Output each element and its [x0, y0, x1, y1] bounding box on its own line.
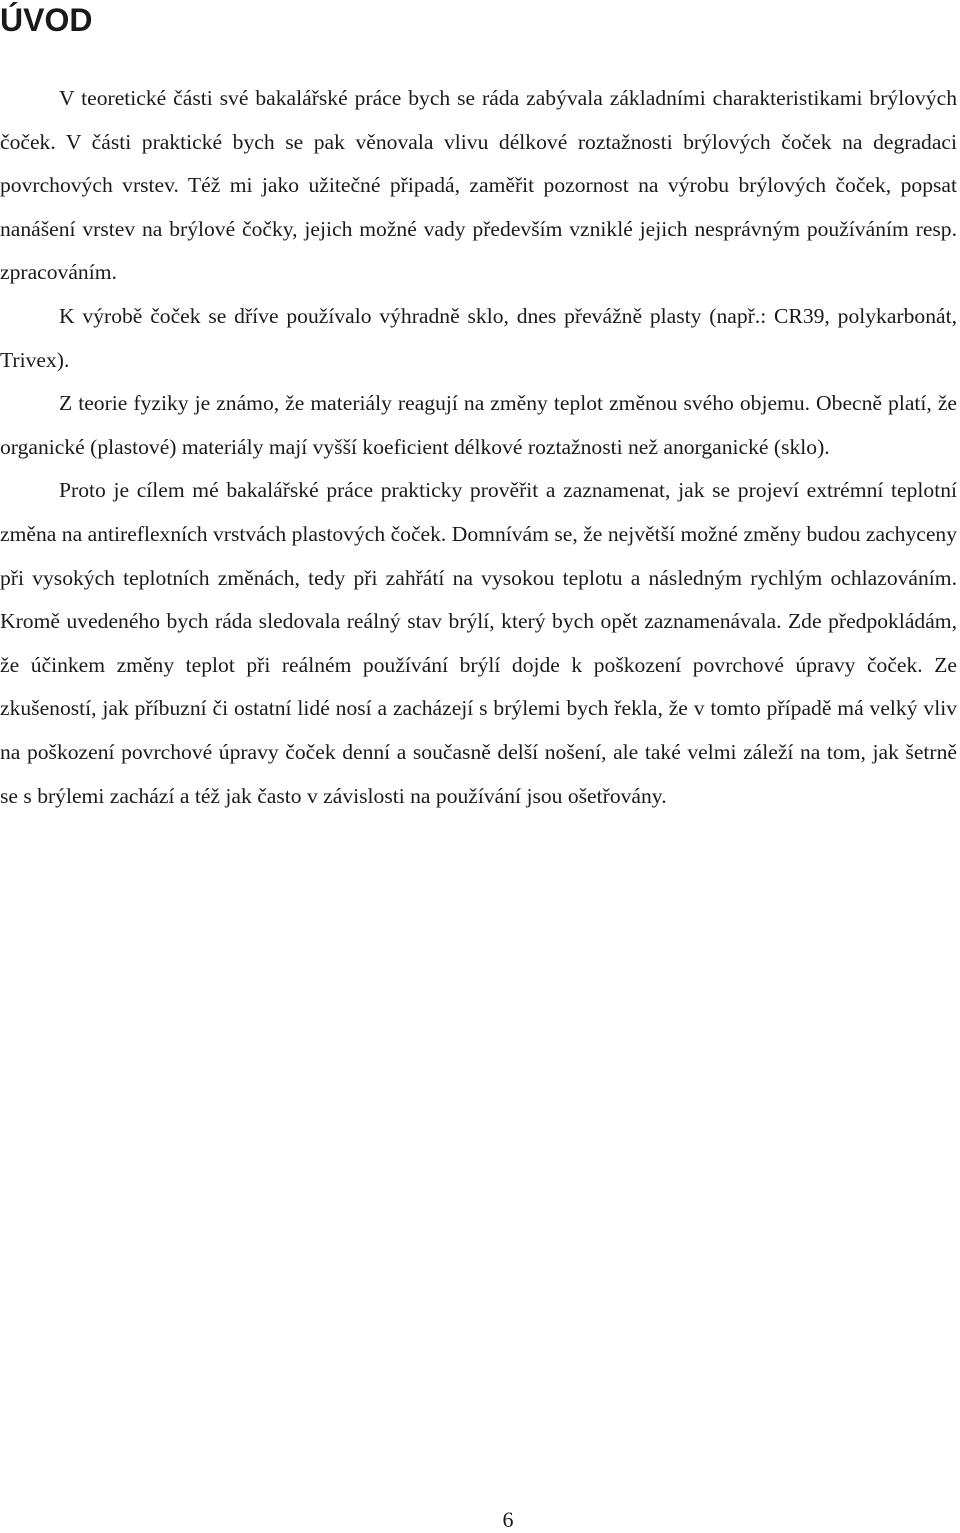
paragraph-goal: Proto je cílem mé bakalářské práce prakticky prověřit a zaznamenat, jak se projeví extrémní teplotní změna na antireflexních vrstvách plastových čoček. Domnívám se, že největší možné změny budou zachyceny při vysokých teplotních změnách, tedy při zahřátí na vysokou teplotu a následným rychlým ochlazováním. Kromě uvedeného bych ráda sledovala reálný stav brýlí, který bych opět zaznamenávala. Zde předpokládám, že účinkem změny teplot při reálném používání brýlí dojde k poškození povrchové úpravy čoček. Ze zkušeností, jak příbuzní či ostatní lidé nosí a zacházejí s brýlemi bych řekla, že v tomto případě má velký vliv na poškození povrchové úpravy čoček denní a současně delší nošení, ale také velmi záleží na tom, jak šetrně se s brýlemi zachází a též jak často v závislosti na používání jsou ošetřovány.: [0, 478, 957, 808]
paragraph-physics: Z teorie fyziky je známo, že materiály reagují na změny teplot změnou svého objemu. Obecně platí, že organické (plastové) materiály mají vyšší koeficient délkové roztažnosti než anorganické (sklo).: [0, 391, 957, 459]
document-body: [0, 77, 957, 818]
page-number: 6: [502, 1507, 514, 1532]
paragraph-intro: V teoretické části své bakalářské práce bych se ráda zabývala základními charakteristikami brýlových čoček. V části praktické bych se pak věnovala vlivu délkové roztažnosti brýlových čoček na degradaci povrchových vrstev. Též mi jako užitečné připadá, zaměřit pozornost na výrobu brýlových čoček, popsat nanášení vrstev na brýlové čočky, jejich možné vady především vzniklé jejich nesprávným používáním resp. zpracováním.: [0, 86, 957, 285]
paragraph-materials: K výrobě čoček se dříve používalo výhradně sklo, dnes převážně plasty (např.: CR39, polykarbonát, Trivex).: [0, 303, 957, 372]
page-title: ÚVOD: [0, 2, 93, 38]
